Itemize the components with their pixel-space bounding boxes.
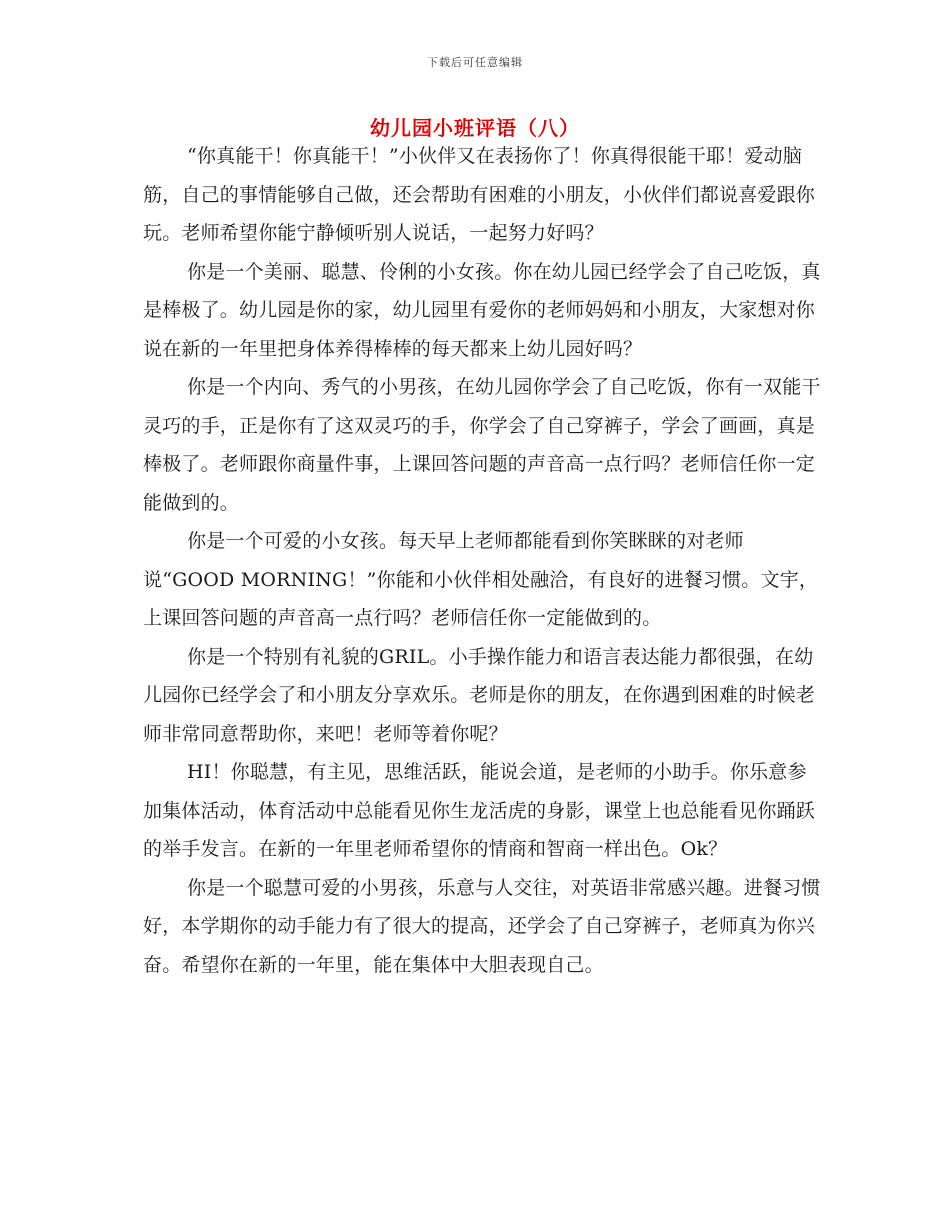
document-title: 幼儿园小班评语（八） [370,116,580,140]
comment-paragraph-6: HI！你聪慧，有主见，思维活跃，能说会道，是老师的小助手。你乐意参加集体活动，体育活动中总能看见你生龙活虎的身影，课堂上也总能看见你踊跃的举手发言。在新的一年里老师希望你的情商和智商一样出色。Ok？ [143,761,816,860]
comment-paragraph-5: 你是一个特别有礼貌的GRIL。小手操作能力和语言表达能力都很强，在幼儿园你已经学会了和小朋友分享欢乐。老师是你的朋友，在你遇到困难的时候老师非常同意帮助你，来吧！老师等着你呢？ [143,645,816,745]
comment-paragraph-7: 你是一个聪慧可爱的小男孩，乐意与人交往，对英语非常感兴趣。进餐习惯好，本学期你的动手能力有了很大的提高，还学会了自己穿裤子，老师真为你兴奋。希望你在新的一年里，能在集体中大胆表现自己。 [143,876,821,976]
comment-paragraph-1: “你真能干！你真能干！”小伙伴又在表扬你了！你真得很能干耶！爱动脑筋，自己的事情能够自己做，还会帮助有困难的小朋友，小伙伴们都说喜爱跟你玩。老师希望你能宁静倾听别人说话，一起努力好吗？ [143,145,816,244]
comment-paragraph-4: 你是一个可爱的小女孩。每天早上老师都能看到你笑眯眯的对老师说“GOOD MORNING！”你能和小伙伴相处融洽，有良好的进餐习惯。文宇，上课回答问题的声音高一点行吗？老师信任你一定能做到的。 [143,530,819,629]
comment-paragraph-2: 你是一个美丽、聪慧、伶俐的小女孩。你在幼儿园已经学会了自己吃饭，真是棒极了。幼儿园是你的家，幼儿园里有爱你的老师妈妈和小朋友，大家想对你说在新的一年里把身体养得棒棒的每天都来上幼儿园好吗？ [143,260,821,360]
document-body [143,137,821,984]
comment-paragraph-3: 你是一个内向、秀气的小男孩，在幼儿园你学会了自己吃饭，你有一双能干灵巧的手，正是你有了这双灵巧的手，你学会了自己穿裤子，学会了画画，真是棒极了。老师跟你商量件事，上课回答问题的声音高一点行吗？老师信任你一定能做到的。 [143,376,821,514]
page-header-note: 下载后可任意编辑 [427,56,523,69]
